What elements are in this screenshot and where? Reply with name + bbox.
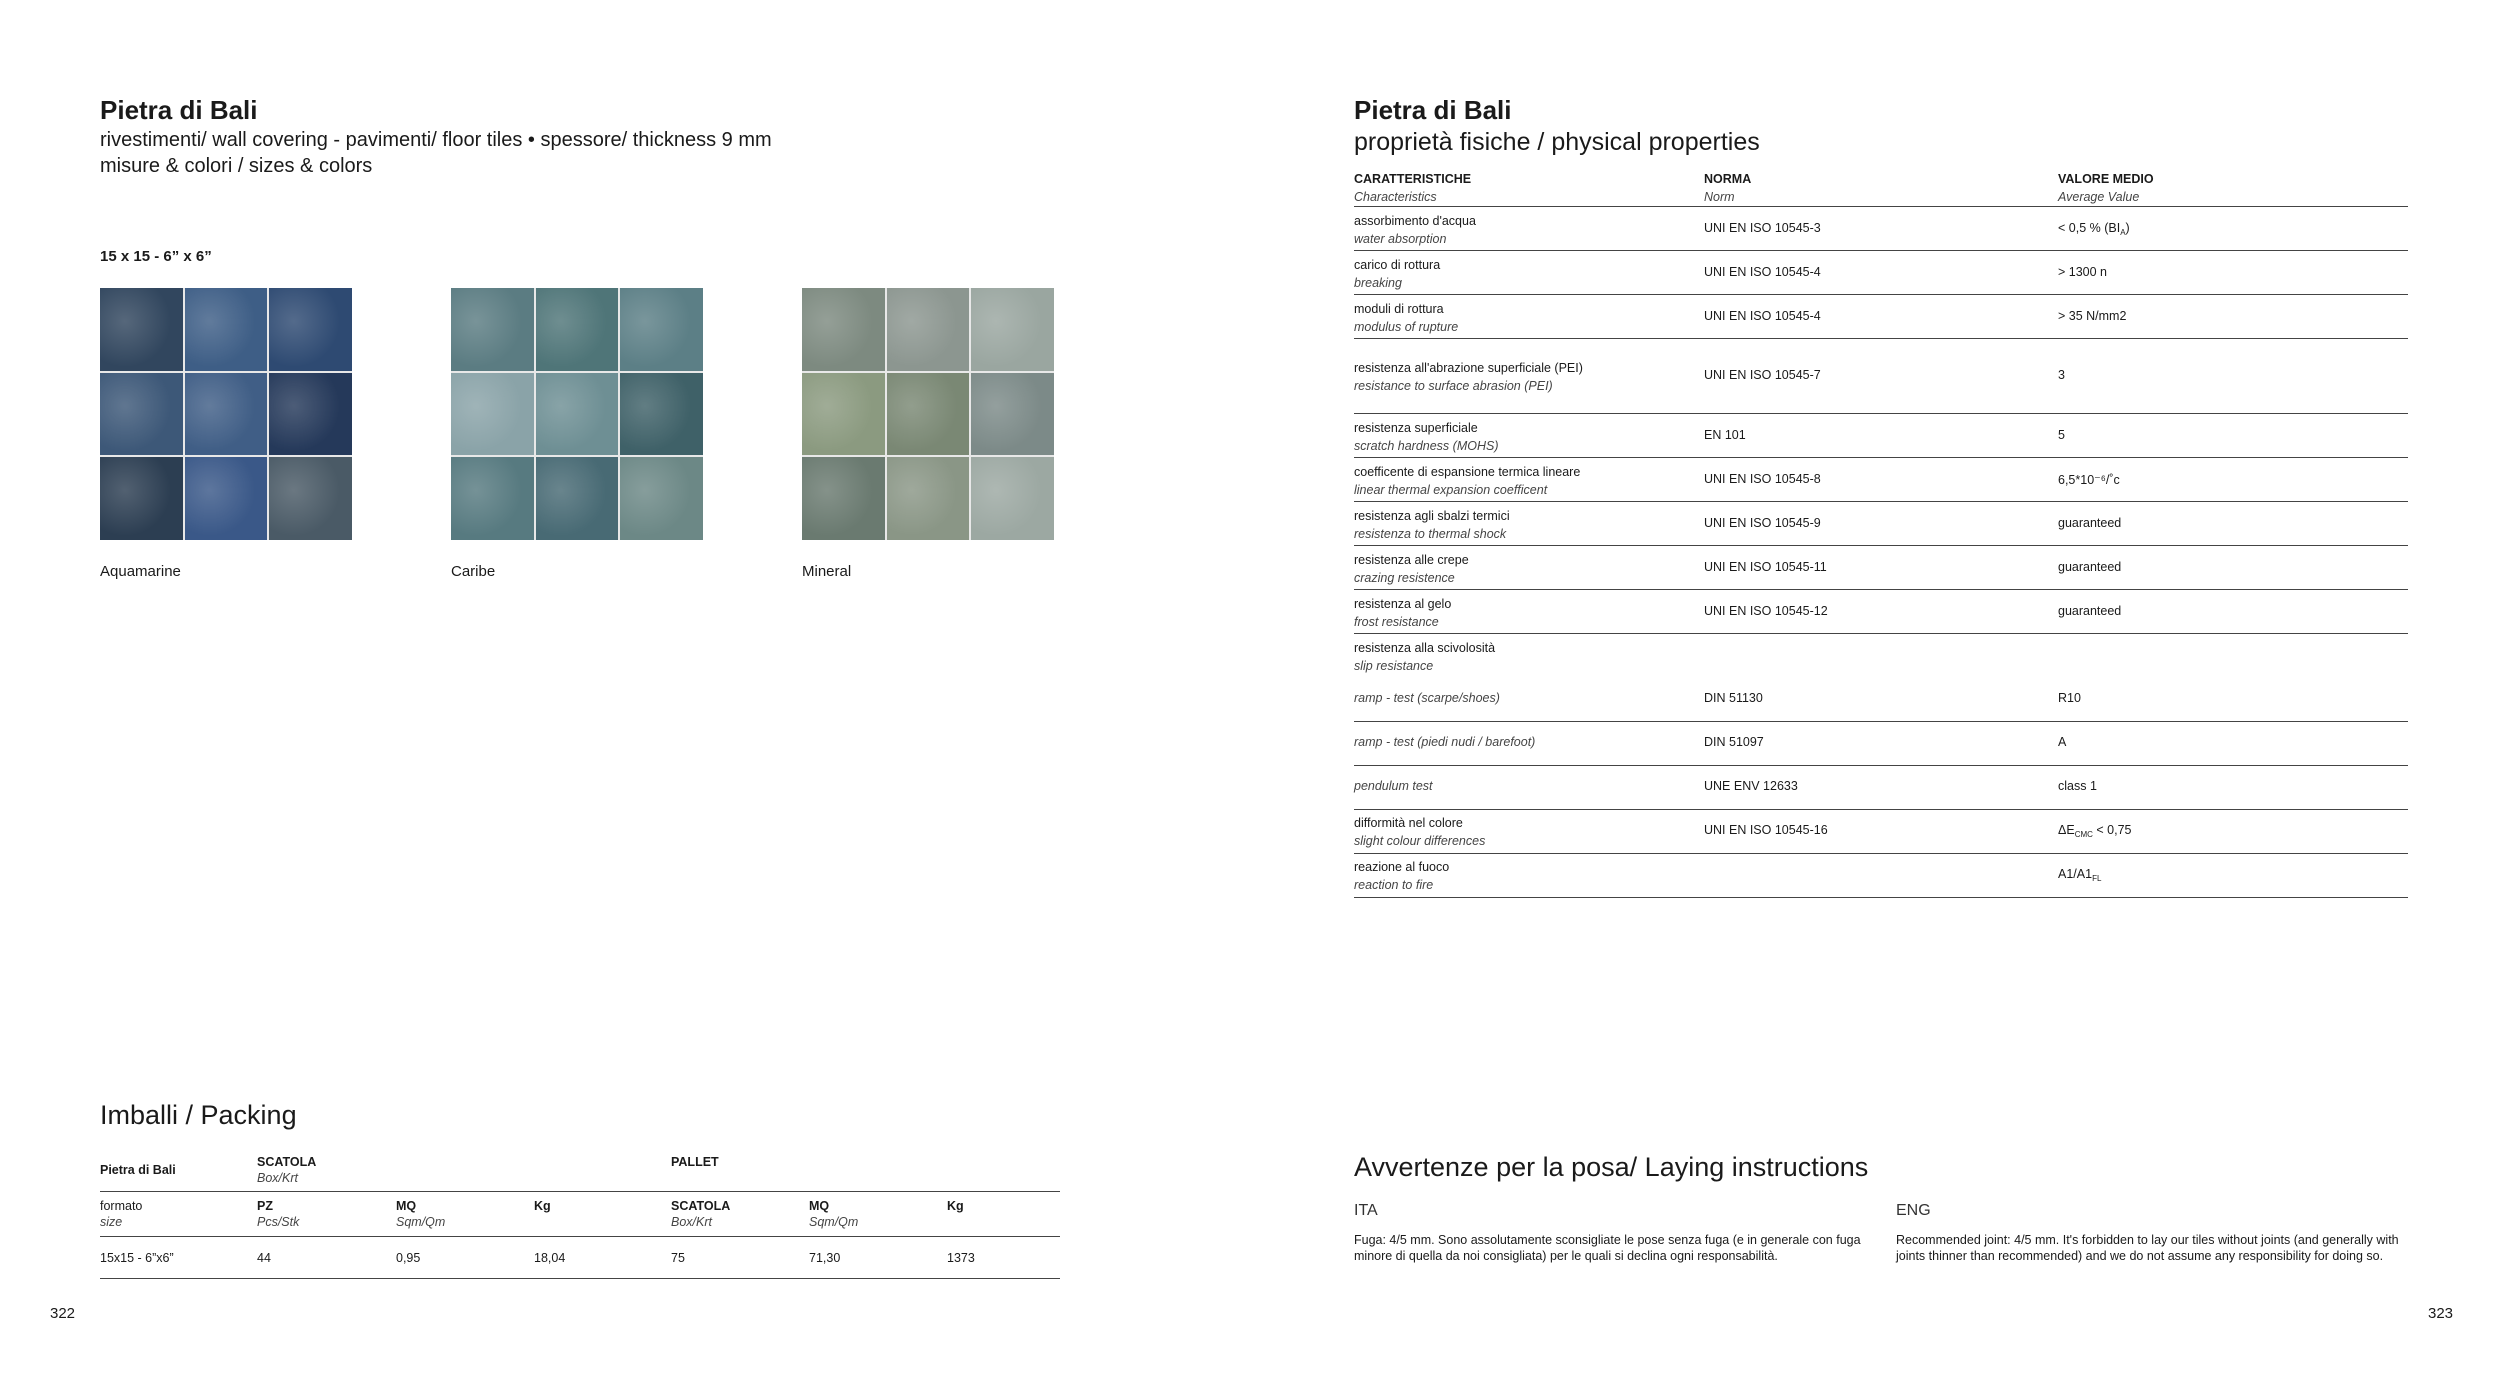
left-title: Pietra di Bali xyxy=(100,95,258,125)
property-norm: UNI EN ISO 10545-11 xyxy=(1704,559,1827,574)
value-text: guaranteed xyxy=(2058,515,2122,530)
packing-header-row xyxy=(100,1196,1060,1237)
property-norm: UNI EN ISO 10545-3 xyxy=(1704,220,1821,235)
packing-col-label: Kg xyxy=(534,1199,551,1213)
property-value xyxy=(2058,309,2126,323)
property-name xyxy=(1354,463,1580,499)
swatch-tile xyxy=(100,373,183,456)
swatch-tile xyxy=(802,288,885,371)
property-name-it: resistenza agli sbalzi termici xyxy=(1354,508,1510,523)
laying-ita-label: ITA xyxy=(1354,1202,1378,1219)
property-name-it: assorbimento d'acqua xyxy=(1354,213,1476,228)
slip-label: ramp - test (piedi nudi / barefoot) xyxy=(1354,735,1536,749)
header-norm-sub: Norm xyxy=(1704,190,1735,204)
swatch-tile xyxy=(185,288,268,371)
property-name xyxy=(1354,595,1451,631)
swatch-tile xyxy=(802,457,885,540)
property-norm: UNI EN ISO 10545-8 xyxy=(1704,471,1821,486)
property-row xyxy=(1354,546,2408,590)
packing-product: Pietra di Bali xyxy=(100,1163,176,1177)
packing-cell: 71,30 xyxy=(809,1251,841,1265)
packing-box-header-sub: Box/Krt xyxy=(257,1171,298,1185)
slip-en: slip resistance xyxy=(1354,659,1434,673)
property-row xyxy=(1354,339,2408,414)
left-subtitle-2: misure & colori / sizes & colors xyxy=(100,155,373,177)
swatch-tile xyxy=(971,373,1054,456)
property-name-en: breaking xyxy=(1354,275,1402,290)
property-row xyxy=(1354,458,2408,502)
packing-col-sub: Sqm/Qm xyxy=(396,1215,446,1229)
packing-pallet-header: PALLET xyxy=(671,1155,719,1169)
swatch-tile xyxy=(971,457,1054,540)
property-name-it: difformità nel colore xyxy=(1354,816,1463,830)
header-characteristics-sub: Characteristics xyxy=(1354,190,1437,204)
property-name-en: resistenza to thermal shock xyxy=(1354,526,1507,541)
swatch-tile xyxy=(887,288,970,371)
slip-row xyxy=(1354,678,2408,722)
swatch-tile xyxy=(887,457,970,540)
value-text: guaranteed xyxy=(2058,559,2122,574)
swatch-tile xyxy=(451,288,534,371)
header-norm: NORMA xyxy=(1704,172,1752,186)
property-name xyxy=(1354,359,1583,395)
property-row xyxy=(1354,207,2408,251)
property-name-en: crazing resistence xyxy=(1354,570,1455,585)
swatch-label: Caribe xyxy=(451,563,496,580)
value-subscript: FL xyxy=(2092,874,2102,883)
packing-title: Imballi / Packing xyxy=(100,1100,297,1130)
property-name-it: moduli di rottura xyxy=(1354,301,1444,316)
swatch-tile xyxy=(536,457,619,540)
slip-resistance-heading xyxy=(1354,639,1495,675)
property-name xyxy=(1354,419,1498,455)
swatch-tile xyxy=(100,457,183,540)
packing-col-sub: size xyxy=(100,1215,123,1229)
swatch-caribe xyxy=(451,288,703,540)
property-norm: EN 101 xyxy=(1704,427,1746,442)
property-norm: UNI EN ISO 10545-4 xyxy=(1704,264,1821,279)
header-characteristics: CARATTERISTICHE xyxy=(1354,172,1472,186)
packing-col-label: MQ xyxy=(809,1199,830,1213)
property-value xyxy=(2058,265,2107,279)
header-value-sub: Average Value xyxy=(2058,190,2140,204)
swatch-tile xyxy=(971,288,1054,371)
property-norm: UNI EN ISO 10545-4 xyxy=(1704,308,1821,323)
page-number-left: 322 xyxy=(50,1305,76,1322)
property-value xyxy=(2058,221,2130,237)
header-value: VALORE MEDIO xyxy=(2058,172,2154,186)
packing-cell: 18,04 xyxy=(534,1251,566,1265)
colour-value xyxy=(2058,823,2131,839)
packing-col-sub: Sqm/Qm xyxy=(809,1215,859,1229)
swatch-tile xyxy=(887,373,970,456)
page-number-right: 323 xyxy=(2428,1305,2454,1322)
property-row xyxy=(1354,295,2408,339)
value-text: < 0,5 % (BI xyxy=(2058,220,2121,235)
property-name-it: reazione al fuoco xyxy=(1354,860,1450,874)
property-name xyxy=(1354,858,1449,894)
laying-eng-label: ENG xyxy=(1896,1202,1931,1219)
packing-col-sub: Pcs/Stk xyxy=(257,1215,300,1229)
property-row xyxy=(1354,502,2408,546)
property-name xyxy=(1354,212,1476,248)
colour-row xyxy=(1354,810,2408,854)
property-row xyxy=(1354,590,2408,634)
packing-col-sub: Box/Krt xyxy=(671,1215,712,1229)
laying-eng-text: Recommended joint: 4/5 mm. It's forbidden to lay our tiles without joints (and generally with joints thinner than recommended) and we do not assume any responsibility for doing so. xyxy=(1896,1233,2399,1263)
swatch-tile xyxy=(185,457,268,540)
property-name-it: resistenza alle crepe xyxy=(1354,552,1469,567)
packing-col-label: MQ xyxy=(396,1199,417,1213)
fire-value xyxy=(2058,867,2101,883)
swatch-tile xyxy=(620,288,703,371)
packing-col-label: PZ xyxy=(257,1199,273,1213)
right-subtitle: proprietà fisiche / physical properties xyxy=(1354,128,1760,156)
swatch-tile xyxy=(536,288,619,371)
property-value xyxy=(2058,428,2065,442)
size-label: 15 x 15 - 6” x 6” xyxy=(100,248,212,265)
swatch-label: Aquamarine xyxy=(100,563,181,580)
property-name-en: resistance to surface abrasion (PEI) xyxy=(1354,379,1553,393)
swatch-tile xyxy=(269,457,352,540)
swatch-tile xyxy=(100,288,183,371)
property-value xyxy=(2058,560,2121,574)
property-name-en: water absorption xyxy=(1354,231,1447,246)
property-name-en: scratch hardness (MOHS) xyxy=(1354,438,1499,453)
value-text: 3 xyxy=(2058,368,2065,382)
property-norm: UNI EN ISO 10545-7 xyxy=(1704,368,1821,382)
property-name xyxy=(1354,300,1458,336)
value-text: guaranteed xyxy=(2058,603,2122,618)
swatch-tile xyxy=(620,373,703,456)
property-name xyxy=(1354,551,1469,587)
value-text: 5 xyxy=(2058,427,2065,442)
swatch-label: Mineral xyxy=(802,563,852,580)
value-text: > 35 N/mm2 xyxy=(2058,308,2127,323)
slip-value: R10 xyxy=(2058,691,2081,705)
property-name xyxy=(1354,814,1485,850)
slip-norm: DIN 51130 xyxy=(1704,691,1763,705)
property-name-it: resistenza all'abrazione superficiale (PEI) xyxy=(1354,361,1583,375)
value-subscript: CMC xyxy=(2074,830,2093,839)
swatch-tile xyxy=(451,373,534,456)
value-text: ΔE xyxy=(2058,823,2075,837)
packing-box-header: SCATOLA xyxy=(257,1155,317,1169)
slip-norm: DIN 51097 xyxy=(1704,735,1764,749)
slip-value: A xyxy=(2058,735,2067,749)
packing-cell: 0,95 xyxy=(396,1251,421,1265)
right-title: Pietra di Bali xyxy=(1354,95,1512,125)
swatch-tile xyxy=(185,373,268,456)
left-subtitle-1: rivestimenti/ wall covering - pavimenti/ floor tiles • spessore/ thickness 9 mm xyxy=(100,129,772,151)
swatch-tile xyxy=(620,457,703,540)
swatch-tile xyxy=(451,457,534,540)
slip-norm: UNE ENV 12633 xyxy=(1704,779,1798,793)
value-text: 6,5*10⁻⁶/˚c xyxy=(2058,472,2120,487)
slip-row xyxy=(1354,766,2408,810)
swatch-tile xyxy=(802,373,885,456)
slip-label: ramp - test (scarpe/shoes) xyxy=(1354,691,1500,705)
packing-data-row xyxy=(100,1237,1060,1279)
property-name-en: reaction to fire xyxy=(1354,878,1434,892)
colour-norm: UNI EN ISO 10545-16 xyxy=(1704,823,1828,837)
packing-divider-top xyxy=(100,1191,1060,1192)
packing-col-label: formato xyxy=(100,1199,143,1213)
fire-row xyxy=(1354,854,2408,898)
property-name-it: coefficente di espansione termica lineare xyxy=(1354,464,1581,479)
property-name-it: carico di rottura xyxy=(1354,257,1441,272)
property-name-en: modulus of rupture xyxy=(1354,319,1459,334)
packing-col-label: Kg xyxy=(947,1199,964,1213)
laying-title: Avvertenze per la posa/ Laying instructions xyxy=(1354,1152,1869,1182)
property-name-it: resistenza al gelo xyxy=(1354,596,1452,611)
property-name xyxy=(1354,507,1510,543)
swatch-mineral xyxy=(802,288,1054,540)
laying-ita-text: Fuga: 4/5 mm. Sono assolutamente sconsigliate le pose senza fuga (e in generale con fuga minore di quella da noi consigliata) per le quali si declina ogni responsabilità. xyxy=(1354,1233,1861,1263)
property-row xyxy=(1354,251,2408,295)
slip-it: resistenza alla scivolosità xyxy=(1354,641,1496,655)
slip-value: class 1 xyxy=(2058,779,2097,793)
property-value xyxy=(2058,604,2121,618)
property-value xyxy=(2058,516,2121,530)
swatch-aquamarine xyxy=(100,288,352,540)
slip-label: pendulum test xyxy=(1354,779,1433,793)
packing-cell: 15x15 - 6”x6” xyxy=(100,1251,174,1265)
property-row xyxy=(1354,414,2408,458)
property-name-en: frost resistance xyxy=(1354,614,1439,629)
property-value xyxy=(2058,472,2120,487)
packing-cell: 75 xyxy=(671,1251,685,1265)
packing-cell: 1373 xyxy=(947,1251,975,1265)
value-subscript: A xyxy=(2120,227,2126,237)
value-text: A1/A1 xyxy=(2058,867,2093,881)
property-norm: UNI EN ISO 10545-12 xyxy=(1704,603,1828,618)
swatch-tile xyxy=(269,373,352,456)
packing-cell: 44 xyxy=(257,1251,271,1265)
swatch-tile xyxy=(536,373,619,456)
property-name-en: linear thermal expansion coefficent xyxy=(1354,482,1548,497)
value-suffix: ) xyxy=(2125,220,2130,235)
property-name-en: slight colour differences xyxy=(1354,834,1486,848)
property-name-it: resistenza superficiale xyxy=(1354,420,1478,435)
value-text: > 1300 n xyxy=(2058,264,2108,279)
value-suffix: < 0,75 xyxy=(2092,823,2132,837)
property-name xyxy=(1354,256,1440,292)
properties-header xyxy=(1354,167,2408,207)
property-norm: UNI EN ISO 10545-9 xyxy=(1704,515,1821,530)
packing-col-label: SCATOLA xyxy=(671,1199,731,1213)
property-value xyxy=(2058,368,2065,382)
swatch-tile xyxy=(269,288,352,371)
slip-row xyxy=(1354,722,2408,766)
